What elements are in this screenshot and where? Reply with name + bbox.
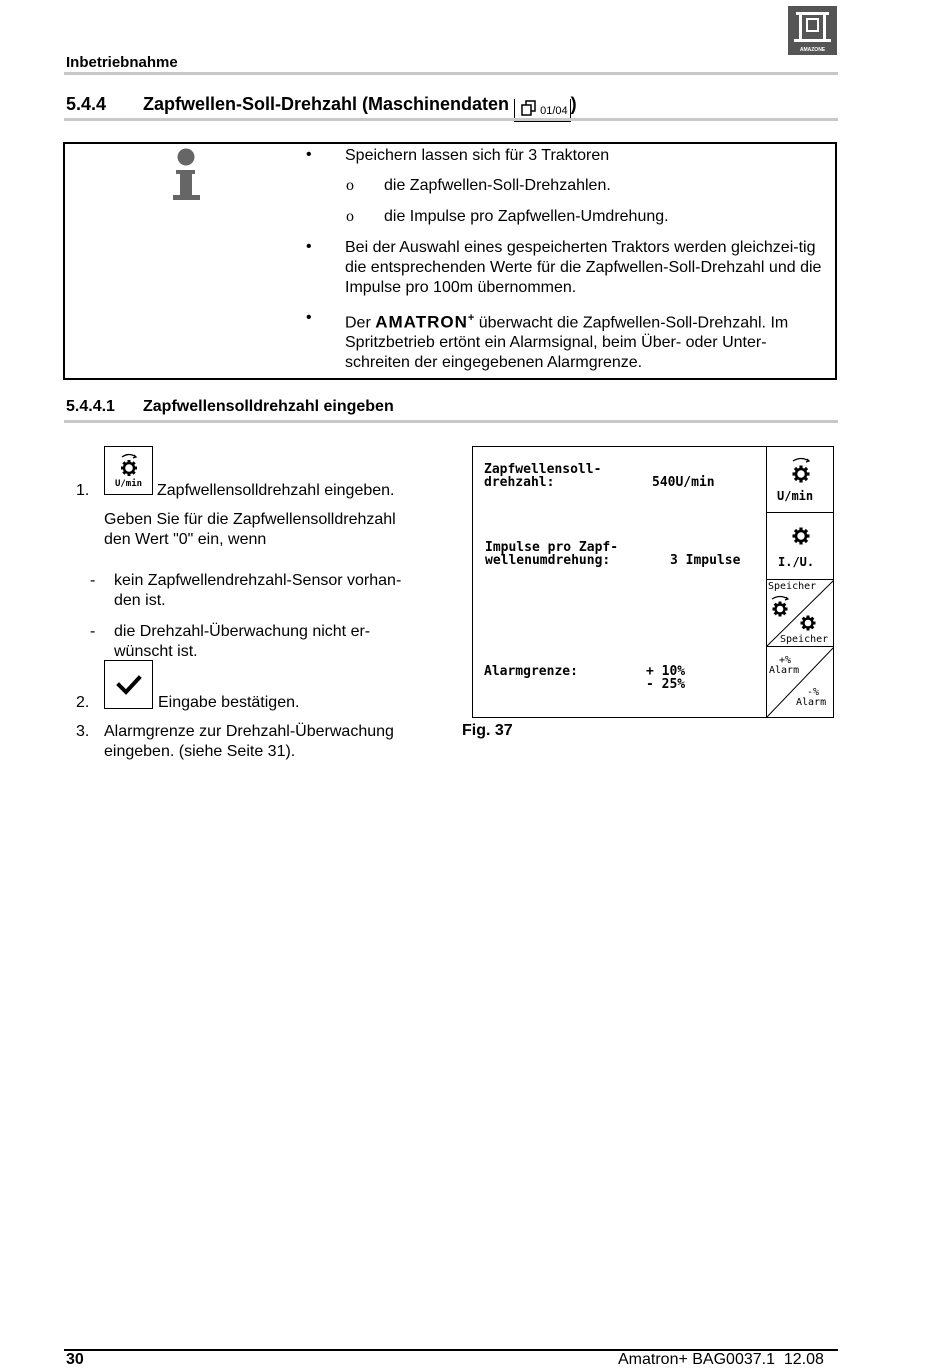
- step-1-text: Zapfwellensolldrehzahl eingeben.: [157, 482, 395, 499]
- gear-rotate-icon: [787, 456, 815, 484]
- softkey-umin[interactable]: [767, 446, 834, 513]
- dash-1-symbol: -: [90, 572, 96, 589]
- softkey-speicher-bottom-label: Speicher: [780, 634, 829, 645]
- section-label: Inbetriebnahme: [66, 54, 178, 71]
- bullet-2-text: Bei der Auswahl eines gespeicherten Traktors werden gleichzei-tig die entsprechenden Werte für die Zapfwellen-Soll-Drehzahl und die Impulse pro 100m übernommen.: [345, 239, 822, 296]
- figure-caption: Fig. 37: [462, 722, 513, 739]
- step-2-number: 2.: [76, 694, 90, 711]
- bullet-3-line2: Spritzbetrieb ertönt ein Alarmsignal, beim Über- oder Unter-: [345, 334, 767, 352]
- amazone-logo-mark: [788, 6, 837, 55]
- softkey-speicher[interactable]: [767, 580, 834, 647]
- softkey-alarm-minus: -%: [807, 687, 820, 698]
- dash-2-symbol: -: [90, 623, 96, 640]
- subsection-title: Zapfwellensolldrehzahl eingeben: [143, 398, 394, 415]
- step-3-line1: Alarmgrenze zur Drehzahl-Überwachung: [104, 723, 394, 740]
- screen-row2-value: 3 Impulse: [670, 553, 741, 568]
- gear-icon: [787, 524, 815, 548]
- header-rule: [64, 72, 838, 75]
- section-rule: [64, 118, 838, 121]
- softkey-alarm[interactable]: [767, 647, 834, 717]
- softkey-speicher-top-label: Speicher: [768, 581, 817, 592]
- screen-row2-label-line2: wellenumdrehung:: [485, 553, 611, 568]
- amazone-logo: [788, 6, 837, 55]
- step-3-number: 3.: [76, 723, 90, 740]
- dash-2-line1: die Drehzahl-Überwachung nicht er-: [114, 623, 371, 640]
- logo-text: AMAZONE: [799, 47, 826, 53]
- subsection-rule: [64, 420, 838, 423]
- umin-key-icon: [104, 446, 153, 495]
- softkey-impulse[interactable]: [767, 513, 834, 580]
- step-1-note-line1: Geben Sie für die Zapfwellensolldrehzahl: [104, 511, 396, 528]
- softkey-alarm-plus-label: Alarm: [769, 665, 800, 676]
- bullet-3-prefix: Der: [345, 314, 371, 332]
- bullet-1-symbol: •: [306, 146, 312, 163]
- section-title-close: ): [570, 94, 577, 114]
- sub-item-2-text: die Impulse pro Zapfwellen-Umdrehung.: [384, 208, 669, 225]
- sub-item-2-symbol: o: [346, 208, 354, 225]
- bullet-2-symbol: •: [306, 238, 312, 255]
- info-icon: [173, 148, 201, 207]
- dash-1-line1: kein Zapfwellendrehzahl-Sensor vorhan-: [114, 572, 402, 589]
- confirm-key-icon: [104, 660, 153, 709]
- step-1-number: 1.: [76, 482, 90, 499]
- step-2-text: Eingabe bestätigen.: [158, 694, 300, 711]
- screen-row2-label-line1: Impulse pro Zapf-: [485, 540, 619, 555]
- step-3-line2: eingeben. (siehe Seite 31).: [104, 743, 296, 760]
- dash-1-line2: den ist.: [114, 592, 166, 609]
- page-number: 30: [66, 1351, 84, 1368]
- bullet-3-symbol: •: [306, 309, 312, 326]
- bullet-1-text: Speichern lassen sich für 3 Traktoren: [345, 147, 610, 164]
- softkey-impulse-label: I./U.: [778, 555, 815, 569]
- umin-key-label: U/min: [114, 479, 143, 489]
- amatron-brand: AMATRON: [375, 312, 468, 332]
- softkey-alarm-minus-label: Alarm: [796, 697, 827, 708]
- step-1-note-line2: den Wert "0" ein, wenn: [104, 531, 267, 548]
- screen-row3-label: Alarmgrenze:: [484, 664, 578, 679]
- softkey-alarm-plus: +%: [779, 655, 792, 666]
- bullet-3-line3: schreiten der eingegebenen Alarmgrenze.: [345, 354, 643, 372]
- screen-row1-label-line1: Zapfwellensoll-: [484, 462, 602, 477]
- screen-row1-value: 540U/min: [652, 475, 715, 490]
- checkmark-icon: [105, 661, 152, 708]
- softkey-umin-label: U/min: [777, 489, 814, 503]
- sub-item-1-text: die Zapfwellen-Soll-Drehzahlen.: [384, 177, 611, 194]
- screen-row3-minus: - 25%: [646, 677, 686, 692]
- bullet-3-line1: überwacht die Zapfwellen-Soll-Drehzahl. Im: [478, 314, 789, 332]
- document-id: Amatron+ BAG0037.1 12.08: [618, 1351, 824, 1368]
- copy-pages-icon: [521, 100, 537, 116]
- section-number: 5.4.4: [66, 94, 107, 114]
- amatron-plus: +: [467, 312, 475, 324]
- menu-reference-number: 01/04: [540, 105, 568, 117]
- bullet-3-text: [345, 308, 835, 373]
- subsection-number: 5.4.4.1: [66, 398, 115, 415]
- section-title: Zapfwellen-Soll-Drehzahl (Maschinendaten: [143, 94, 510, 114]
- softkey-column: [766, 446, 834, 717]
- screen-row1-label-line2: drehzahl:: [484, 475, 555, 490]
- subsection-heading: [66, 398, 394, 416]
- screen-row3-plus: + 10%: [646, 664, 686, 679]
- sub-item-1-symbol: o: [346, 177, 354, 194]
- dash-2-line2: wünscht ist.: [114, 643, 198, 660]
